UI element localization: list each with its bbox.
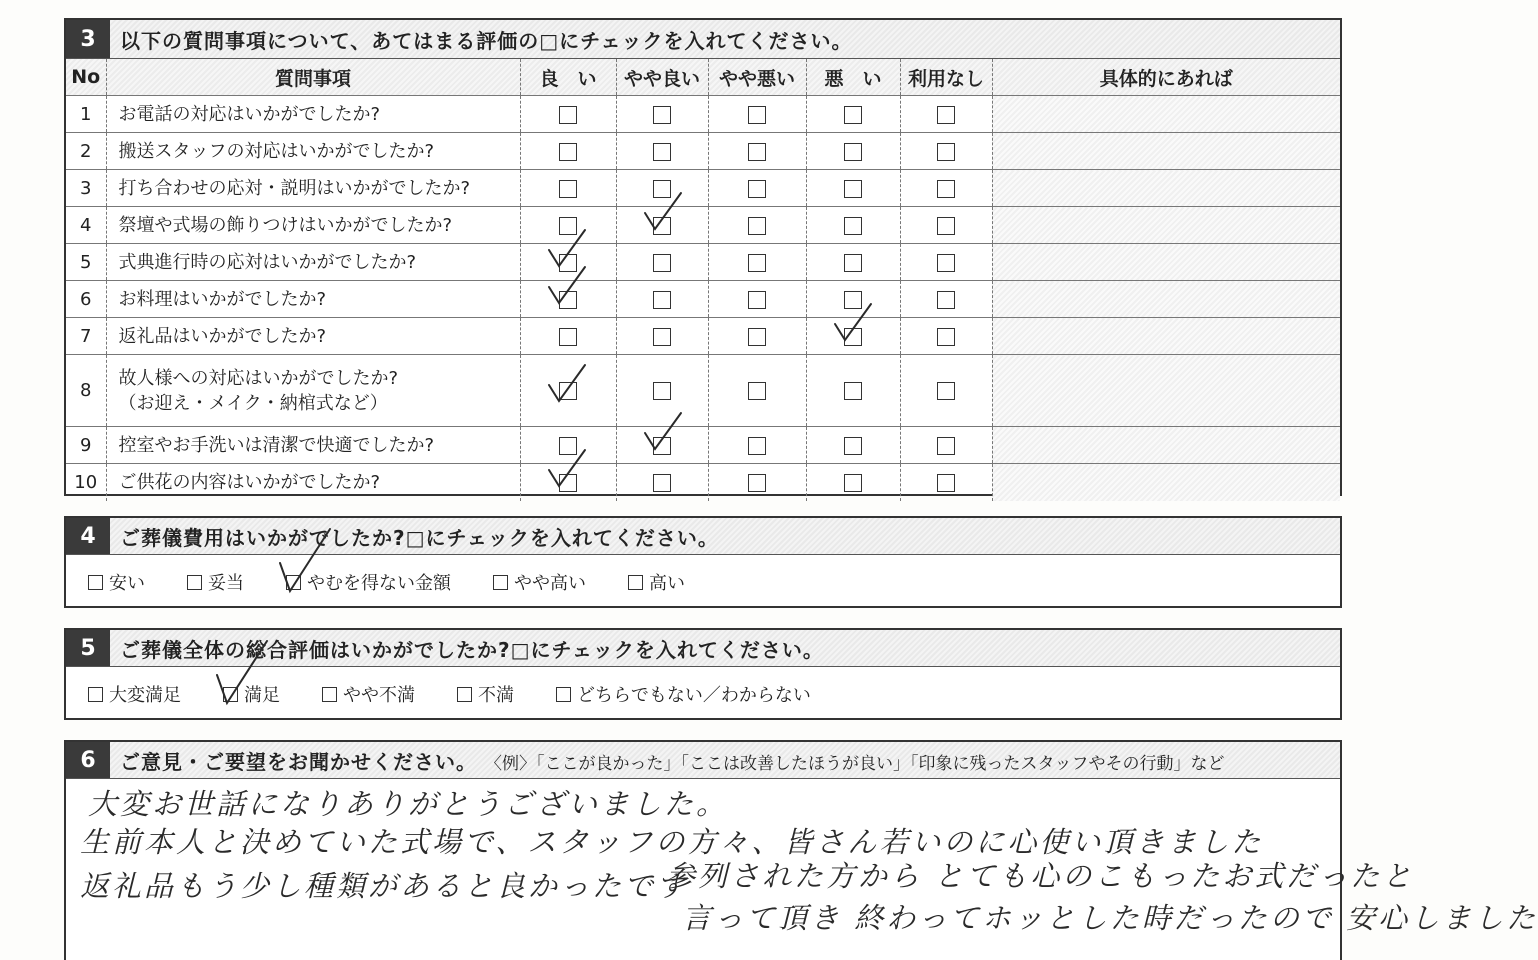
rating-checkbox[interactable] — [937, 474, 955, 492]
rating-cell — [616, 96, 708, 133]
rating-cell — [806, 207, 900, 244]
rating-cell — [806, 355, 900, 427]
rating-cell — [520, 464, 616, 501]
option-checkbox[interactable] — [556, 687, 571, 702]
rating-cell — [900, 427, 992, 464]
rating-checkbox[interactable] — [653, 474, 671, 492]
question-line: ご供花の内容はいかがでしたか? — [118, 471, 381, 493]
question-text — [106, 464, 520, 501]
rating-checkbox[interactable] — [653, 291, 671, 309]
question-text — [106, 244, 520, 281]
table-row — [66, 170, 1340, 207]
row-number: 5 — [66, 244, 106, 281]
rating-cell — [806, 244, 900, 281]
rating-checkbox[interactable] — [844, 217, 862, 235]
detail-cell[interactable] — [992, 207, 1340, 244]
option-checkbox[interactable] — [493, 575, 508, 590]
option-checkbox[interactable] — [286, 575, 301, 590]
rating-cell — [616, 133, 708, 170]
rating-cell — [616, 207, 708, 244]
question-text — [106, 355, 520, 427]
detail-cell[interactable] — [992, 281, 1340, 318]
question-line: 式典進行時の応対はいかがでしたか? — [118, 251, 417, 273]
option-label: 妥当 — [208, 573, 244, 594]
rating-cell — [806, 427, 900, 464]
rating-cell — [616, 244, 708, 281]
rating-cell — [616, 318, 708, 355]
section-number: 5 — [66, 630, 110, 666]
rating-checkbox[interactable] — [844, 106, 862, 124]
detail-cell[interactable] — [992, 244, 1340, 281]
rating-cell — [708, 170, 806, 207]
row-number: 6 — [66, 281, 106, 318]
rating-cell — [708, 464, 806, 501]
rating-cell — [708, 355, 806, 427]
option-item[interactable] — [88, 681, 181, 707]
rating-checkbox[interactable] — [559, 474, 577, 492]
rating-cell — [708, 207, 806, 244]
rating-cell — [616, 281, 708, 318]
rating-cell — [520, 244, 616, 281]
detail-cell[interactable] — [992, 170, 1340, 207]
rating-checkbox[interactable] — [653, 254, 671, 272]
rating-checkbox[interactable] — [559, 106, 577, 124]
rating-cell — [900, 244, 992, 281]
rating-checkbox[interactable] — [559, 382, 577, 400]
rating-checkbox[interactable] — [937, 437, 955, 455]
rating-checkbox[interactable] — [844, 474, 862, 492]
rating-checkbox[interactable] — [559, 291, 577, 309]
table-row — [66, 96, 1340, 133]
question-line: 打ち合わせの応対・説明はいかがでしたか? — [118, 177, 471, 199]
table-row — [66, 207, 1340, 244]
overall-options — [66, 667, 1340, 721]
handwritten-line: 大変お世話になりありがとうございました。 — [88, 787, 729, 821]
rating-checkbox[interactable] — [937, 143, 955, 161]
section-6-title-text: ご意見・ご要望をお聞かせください。 — [120, 749, 477, 774]
rating-checkbox[interactable] — [559, 254, 577, 272]
rating-cell — [806, 318, 900, 355]
option-item[interactable] — [493, 569, 586, 595]
rating-checkbox[interactable] — [748, 437, 766, 455]
table-row — [66, 464, 1340, 501]
table-header-row — [66, 59, 1340, 96]
rating-checkbox[interactable] — [844, 328, 862, 346]
option-checkbox[interactable] — [628, 575, 643, 590]
handwritten-line: 生前本人と決めていた式場で、スタッフの方々、皆さん若いのに心使い頂きました — [80, 825, 1264, 859]
rating-checkbox[interactable] — [748, 382, 766, 400]
section-title: ご葬儀全体の総合評価はいかがでしたか?□にチェックを入れてください。 — [120, 637, 824, 662]
rating-checkbox[interactable] — [653, 180, 671, 198]
row-number: 9 — [66, 427, 106, 464]
question-line: 搬送スタッフの対応はいかがでしたか? — [118, 140, 435, 162]
rating-checkbox[interactable] — [748, 474, 766, 492]
section-6-example: 〈例〉「ここが良かった」「ここは改善したほうが良い」「印象に残ったスタッフやその行動」など — [484, 753, 1225, 774]
rating-cell — [708, 96, 806, 133]
col-header-rating: 利用なし — [900, 59, 992, 96]
option-checkbox[interactable] — [223, 687, 238, 702]
rating-checkbox[interactable] — [937, 106, 955, 124]
rating-cell — [900, 133, 992, 170]
option-label: 高い — [649, 573, 685, 594]
rating-cell — [520, 207, 616, 244]
option-label: やや高い — [514, 573, 586, 594]
option-label: 安い — [109, 573, 145, 594]
rating-checkbox[interactable] — [844, 437, 862, 455]
rating-cell — [900, 207, 992, 244]
option-item[interactable] — [628, 569, 685, 595]
rating-cell — [806, 133, 900, 170]
col-header-no: No — [66, 59, 106, 96]
option-label: やむを得ない金額 — [307, 573, 451, 594]
rating-checkbox[interactable] — [844, 254, 862, 272]
option-checkbox[interactable] — [187, 575, 202, 590]
rating-checkbox[interactable] — [653, 106, 671, 124]
rating-cell — [900, 170, 992, 207]
rating-checkbox[interactable] — [653, 143, 671, 161]
option-item[interactable] — [556, 681, 811, 707]
rating-cell — [616, 355, 708, 427]
rating-cell — [616, 427, 708, 464]
rating-cell — [708, 281, 806, 318]
rating-cell — [806, 170, 900, 207]
question-text — [106, 281, 520, 318]
rating-cell — [900, 355, 992, 427]
rating-checkbox[interactable] — [748, 328, 766, 346]
handwritten-line: 返礼品もう少し種類があると良かったです — [80, 869, 689, 903]
question-line: 控室やお手洗いは清潔で快適でしたか? — [118, 434, 435, 456]
rating-checkbox[interactable] — [937, 291, 955, 309]
rating-checkbox[interactable] — [748, 143, 766, 161]
question-line: お電話の対応はいかがでしたか? — [118, 103, 381, 125]
row-number: 10 — [66, 464, 106, 501]
survey-section-3 — [64, 18, 1342, 496]
rating-checkbox[interactable] — [559, 328, 577, 346]
rating-cell — [708, 427, 806, 464]
option-item[interactable] — [88, 569, 145, 595]
section-number: 3 — [66, 20, 110, 58]
detail-cell[interactable] — [992, 427, 1340, 464]
col-header-rating: 悪 い — [806, 59, 900, 96]
question-text — [106, 427, 520, 464]
question-text — [106, 133, 520, 170]
rating-cell — [520, 133, 616, 170]
table-row — [66, 281, 1340, 318]
rating-cell — [616, 464, 708, 501]
col-header-rating: やや悪い — [708, 59, 806, 96]
table-row — [66, 318, 1340, 355]
section-title: ご葬儀費用はいかがでしたか?□にチェックを入れてください。 — [120, 525, 719, 550]
question-text — [106, 318, 520, 355]
section-3-header — [66, 20, 1340, 59]
handwritten-line: 言って頂き 終わってホッとした時だったので 安心しました — [682, 901, 1538, 935]
question-line: お料理はいかがでしたか? — [118, 288, 327, 310]
table-row — [66, 427, 1340, 464]
question-text — [106, 96, 520, 133]
rating-cell — [900, 96, 992, 133]
table-row — [66, 244, 1340, 281]
option-label: やや不満 — [343, 685, 415, 706]
rating-checkbox[interactable] — [937, 180, 955, 198]
section-5-header — [66, 630, 1340, 667]
rating-checkbox[interactable] — [937, 382, 955, 400]
rating-cell — [520, 170, 616, 207]
survey-section-6 — [64, 740, 1538, 960]
rating-checkbox[interactable] — [559, 437, 577, 455]
option-label: 満足 — [244, 685, 280, 706]
rating-cell — [806, 464, 900, 501]
question-line: 返礼品はいかがでしたか? — [118, 325, 327, 347]
rating-checkbox[interactable] — [844, 291, 862, 309]
option-item[interactable] — [457, 681, 514, 707]
col-header-detail: 具体的にあれば — [992, 59, 1340, 96]
detail-cell[interactable] — [992, 96, 1340, 133]
rating-cell — [806, 281, 900, 318]
section-number: 6 — [66, 742, 110, 778]
detail-cell[interactable] — [992, 318, 1340, 355]
detail-cell[interactable] — [992, 464, 1340, 501]
rating-checkbox[interactable] — [748, 180, 766, 198]
question-line: 故人様への対応はいかがでしたか? — [118, 367, 399, 389]
handwritten-line: 参列された方から とても心のこもったお式だったと — [666, 859, 1415, 893]
option-item[interactable] — [322, 681, 415, 707]
section-title — [110, 746, 1224, 775]
rating-checkbox[interactable] — [559, 143, 577, 161]
rating-checkbox[interactable] — [748, 217, 766, 235]
section-4-header — [66, 518, 1340, 555]
rating-cell — [520, 427, 616, 464]
rating-checkbox[interactable] — [844, 180, 862, 198]
section-number: 4 — [66, 518, 110, 554]
option-checkbox[interactable] — [88, 687, 103, 702]
row-number: 2 — [66, 133, 106, 170]
rating-checkbox[interactable] — [748, 106, 766, 124]
option-item[interactable] — [223, 681, 280, 707]
rating-cell — [520, 281, 616, 318]
rating-checkbox[interactable] — [937, 328, 955, 346]
rating-checkbox[interactable] — [653, 328, 671, 346]
option-checkbox[interactable] — [457, 687, 472, 702]
row-number: 7 — [66, 318, 106, 355]
rating-checkbox[interactable] — [653, 382, 671, 400]
rating-checkbox[interactable] — [844, 382, 862, 400]
detail-cell[interactable] — [992, 355, 1340, 427]
rating-cell — [616, 170, 708, 207]
question-text — [106, 207, 520, 244]
rating-cell — [900, 281, 992, 318]
survey-section-4 — [64, 516, 1342, 608]
rating-checkbox[interactable] — [748, 254, 766, 272]
row-number: 4 — [66, 207, 106, 244]
question-line: 祭壇や式場の飾りつけはいかがでしたか? — [118, 214, 453, 236]
rating-cell — [520, 355, 616, 427]
detail-cell[interactable] — [992, 133, 1340, 170]
question-text — [106, 170, 520, 207]
rating-cell — [900, 464, 992, 501]
rating-checkbox[interactable] — [937, 254, 955, 272]
col-header-rating: やや良い — [616, 59, 708, 96]
question-line: （お迎え・メイク・納棺式など） — [118, 392, 388, 414]
option-label: 大変満足 — [109, 685, 181, 706]
option-label: 不満 — [478, 685, 514, 706]
rating-cell — [708, 133, 806, 170]
rating-checkbox[interactable] — [748, 291, 766, 309]
rating-cell — [708, 318, 806, 355]
section-title: 以下の質問事項について、あてはまる評価の□にチェックを入れてください。 — [120, 28, 853, 53]
cost-options — [66, 555, 1340, 609]
row-number: 1 — [66, 96, 106, 133]
option-item[interactable] — [187, 569, 244, 595]
rating-checkbox[interactable] — [937, 217, 955, 235]
option-label: どちらでもない／わからない — [577, 685, 811, 706]
col-header-rating: 良 い — [520, 59, 616, 96]
rating-cell — [806, 96, 900, 133]
question-table — [66, 59, 1340, 501]
rating-cell — [708, 244, 806, 281]
option-checkbox[interactable] — [88, 575, 103, 590]
rating-checkbox[interactable] — [653, 437, 671, 455]
rating-checkbox[interactable] — [653, 217, 671, 235]
col-header-question: 質問事項 — [106, 59, 520, 96]
rating-checkbox[interactable] — [559, 217, 577, 235]
option-item[interactable] — [286, 569, 451, 595]
rating-checkbox[interactable] — [844, 143, 862, 161]
rating-cell — [520, 96, 616, 133]
rating-cell — [520, 318, 616, 355]
section-6-header — [66, 742, 1340, 779]
rating-cell — [900, 318, 992, 355]
rating-checkbox[interactable] — [559, 180, 577, 198]
row-number: 8 — [66, 355, 106, 427]
row-number: 3 — [66, 170, 106, 207]
table-row — [66, 355, 1340, 427]
table-row — [66, 133, 1340, 170]
survey-section-5 — [64, 628, 1342, 720]
option-checkbox[interactable] — [322, 687, 337, 702]
